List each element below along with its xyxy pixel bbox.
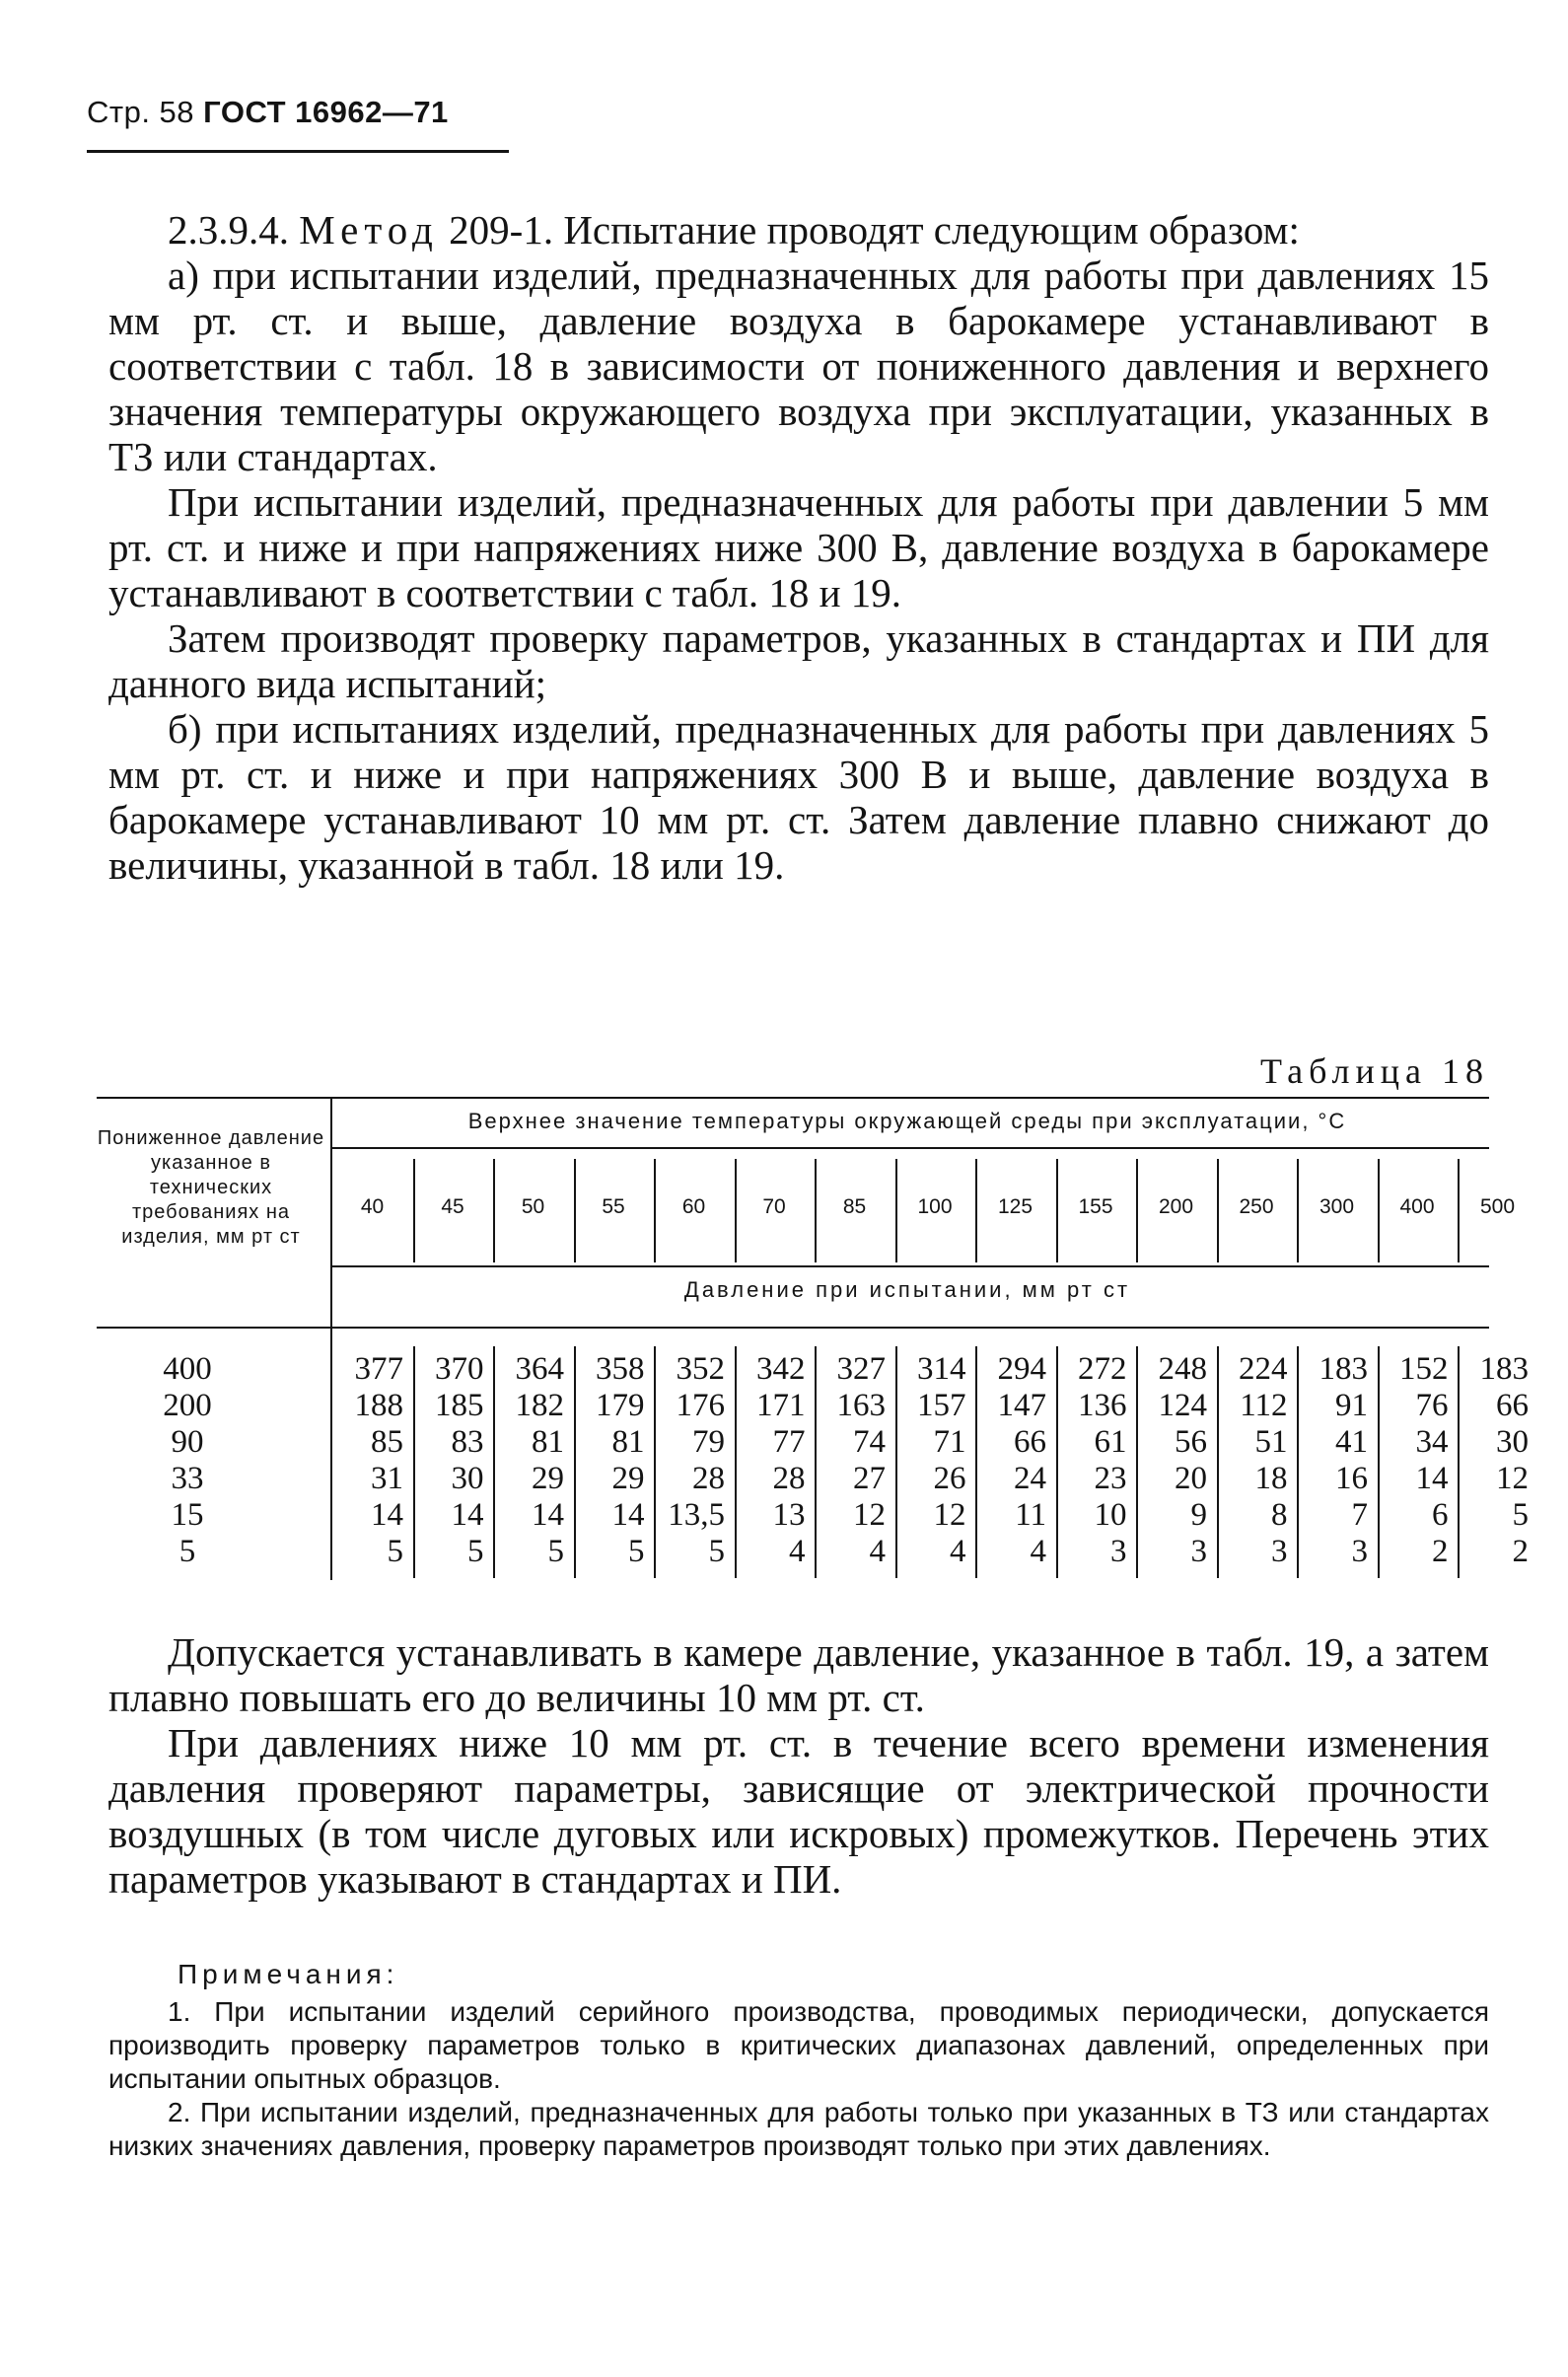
header-column-divider: [413, 1159, 415, 1262]
table-cell: 66: [1496, 1388, 1529, 1423]
page-number: Стр. 58: [87, 95, 195, 129]
pressure-cell: 400: [163, 1351, 212, 1387]
temperature-header: 500: [1479, 1195, 1516, 1218]
table-cell: 29: [532, 1461, 564, 1496]
table-cell: 3: [1351, 1534, 1368, 1569]
table-cell: 248: [1158, 1351, 1207, 1387]
pressure-cell: 15: [171, 1497, 204, 1533]
table-cell: 13,5: [668, 1497, 725, 1533]
temperature-header: 250: [1239, 1195, 1274, 1218]
table-cell: 76: [1415, 1388, 1449, 1423]
table-cell: 163: [836, 1388, 886, 1423]
table-cell: 183: [1319, 1351, 1368, 1387]
table-cell: 377: [354, 1351, 403, 1387]
header-column-divider: [493, 1159, 495, 1262]
table-cell: 5: [628, 1534, 645, 1569]
header-column-divider: [1378, 1159, 1380, 1262]
table-cell: 91: [1335, 1388, 1368, 1423]
table-cell: 30: [1496, 1424, 1529, 1460]
table-cell: 28: [772, 1461, 806, 1496]
notes: [108, 1958, 1489, 2163]
header-column-divider: [735, 1159, 737, 1262]
table-cell: 327: [836, 1351, 886, 1387]
header-column-divider: [1297, 1159, 1299, 1262]
table-cell: 152: [1399, 1351, 1449, 1387]
header-rule: [87, 150, 509, 153]
header-column-divider: [895, 1159, 897, 1262]
table-cell: 23: [1094, 1461, 1127, 1496]
paragraph-low-pressure: При испытании изделий, предназначенных для работы при давлении 5 мм рт. ст. и ниже и при напряжениях ниже 300 В, давление воздуха в барокамере устанавливают в соответствии с табл. 18 и 19.: [108, 479, 1489, 615]
table-cell: 147: [997, 1388, 1046, 1423]
table-cell: 4: [1030, 1534, 1046, 1569]
table-cell: 79: [692, 1424, 725, 1460]
table-cell: 5: [708, 1534, 725, 1569]
table-cell: 81: [611, 1424, 645, 1460]
paragraph-b: б) при испытаниях изделий, предназначенных для работы при давлениях 5 мм рт. ст. и ниже и при напряжениях 300 В и выше, давление воздуха в барокамере устанавливают 10 мм рт. ст. Затем давление плавно снижают до величины, указанной в табл. 18 или 19.: [108, 706, 1489, 888]
section-body: [108, 207, 1489, 888]
method-text: 209-1. Испытание проводят следующим образом:: [449, 207, 1300, 252]
temperature-header: 155: [1078, 1195, 1113, 1218]
table-cell: 18: [1254, 1461, 1288, 1496]
header-column-divider: [1136, 1159, 1138, 1262]
table-cell: 7: [1351, 1497, 1368, 1533]
table-cell: 12: [933, 1497, 966, 1533]
table-cell: 26: [933, 1461, 966, 1496]
temperature-header: 85: [842, 1195, 867, 1218]
table-cell: 358: [596, 1351, 645, 1387]
note-2: 2. При испытании изделий, предназначенных для работы только при указанных в ТЗ или стандартах низких значениях давления, проверку параметров производят только при этих давлениях.: [108, 2097, 1489, 2161]
table-cell: 9: [1190, 1497, 1207, 1533]
table-top-rule: [97, 1097, 1489, 1099]
table-cell: 342: [756, 1351, 806, 1387]
table-cell: 4: [950, 1534, 966, 1569]
table-cell: 364: [515, 1351, 564, 1387]
table-cell: 28: [692, 1461, 725, 1496]
stub-divider: [330, 1097, 332, 1580]
table-cell: 14: [371, 1497, 403, 1533]
column-header: Верхнее значение температуры окружающей среды при эксплуатации, °С: [467, 1109, 1347, 1133]
table-cell: 16: [1335, 1461, 1368, 1496]
temperature-header: 400: [1399, 1195, 1435, 1218]
table-cell: 2: [1432, 1534, 1449, 1569]
table-cell: 14: [532, 1497, 564, 1533]
table-cell: 74: [853, 1424, 886, 1460]
table-cell: 66: [1014, 1424, 1046, 1460]
table-cell: 4: [789, 1534, 806, 1569]
section-number: 2.3.9.4.: [168, 207, 289, 252]
temperature-header: 200: [1158, 1195, 1194, 1218]
temperature-header: 60: [681, 1195, 706, 1218]
table-cell: 83: [451, 1424, 484, 1460]
table-cell: 294: [997, 1351, 1046, 1387]
table-cell: 179: [596, 1388, 645, 1423]
table-cell: 77: [772, 1424, 806, 1460]
table-cell: 10: [1094, 1497, 1127, 1533]
note-1: 1. При испытании изделий серийного производства, проводимых периодически, допускается производить проверку параметров только в критических диапазонах давлений, определенных при испытании опытных образцов.: [108, 1996, 1489, 2094]
table-cell: 51: [1254, 1424, 1288, 1460]
temperature-header: 300: [1319, 1195, 1355, 1218]
table-cell: 71: [933, 1424, 966, 1460]
table-cell: 27: [853, 1461, 886, 1496]
standard-code: ГОСТ 16962—71: [203, 95, 449, 129]
table-cell: 2: [1512, 1534, 1529, 1569]
pressure-cell: 90: [171, 1424, 204, 1460]
table-cell: 14: [1415, 1461, 1449, 1496]
table-cell: 183: [1479, 1351, 1529, 1387]
header-column-divider: [574, 1159, 576, 1262]
table-cell: 136: [1078, 1388, 1127, 1423]
table-cell: 41: [1335, 1424, 1368, 1460]
table-cell: 5: [1512, 1497, 1529, 1533]
section-heading-paragraph: [108, 207, 1489, 252]
table-cell: 185: [435, 1388, 484, 1423]
table-cell: 12: [853, 1497, 886, 1533]
stub-header: Пониженное давление указанное в технических требованиях на изделия, мм рт ст: [97, 1127, 325, 1248]
table-cell: 12: [1496, 1461, 1529, 1496]
temperature-header: 100: [917, 1195, 953, 1218]
table-cell: 3: [1110, 1534, 1127, 1569]
table-cell: 30: [451, 1461, 484, 1496]
temperature-header: 50: [521, 1195, 545, 1218]
paragraph-allowed: Допускается устанавливать в камере давление, указанное в табл. 19, а затем плавно повышать его до величины 10 мм рт. ст.: [108, 1629, 1489, 1720]
table-cell: 272: [1078, 1351, 1127, 1387]
temp-values-rule: [330, 1265, 1489, 1267]
header-column-divider: [1056, 1159, 1058, 1262]
header-column-divider: [1458, 1159, 1460, 1262]
table-cell: 352: [676, 1351, 725, 1387]
paragraph-check: Затем производят проверку параметров, указанных в стандартах и ПИ для данного вида испытаний;: [108, 615, 1489, 706]
table-cell: 85: [371, 1424, 403, 1460]
header-column-divider: [1217, 1159, 1219, 1262]
table-cell: 56: [1175, 1424, 1207, 1460]
table-cell: 188: [354, 1388, 403, 1423]
temperature-header: 55: [602, 1195, 625, 1218]
table-cell: 14: [611, 1497, 645, 1533]
notes-title: Примечания:: [178, 1959, 399, 1989]
header-column-divider: [654, 1159, 656, 1262]
table-cell: 5: [547, 1534, 564, 1569]
table-cell: 171: [756, 1388, 806, 1423]
table-header-rule: [97, 1327, 1489, 1329]
temperature-header: 70: [762, 1195, 786, 1218]
table-cell: 11: [1015, 1497, 1046, 1533]
pressure-cell: 200: [163, 1388, 212, 1423]
header-column-divider: [975, 1159, 977, 1262]
pressure-cell: 33: [171, 1461, 204, 1496]
method-word: Метод: [299, 207, 439, 252]
temperature-header: 125: [997, 1195, 1033, 1218]
table-cell: 13: [772, 1497, 806, 1533]
table-cell: 3: [1190, 1534, 1207, 1569]
paragraph-a: а) при испытании изделий, предназначенных для работы при давлениях 15 мм рт. ст. и выше, давление воздуха в барокамере устанавливают в соответствии с табл. 18 в зависимости от пониженного давления и верхнего значения температуры окружающего воздуха при эксплуатации, указанных в ТЗ или стандартах.: [108, 252, 1489, 479]
table-cell: 224: [1239, 1351, 1288, 1387]
page-header: [87, 95, 449, 130]
table-cell: 124: [1158, 1388, 1207, 1423]
table-cell: 61: [1094, 1424, 1127, 1460]
table-cell: 5: [387, 1534, 403, 1569]
after-table-text: [108, 1629, 1489, 1902]
table-cell: 314: [917, 1351, 966, 1387]
table-cell: 157: [917, 1388, 966, 1423]
paragraph-below-10: При давлениях ниже 10 мм рт. ст. в течение всего времени изменения давления проверяют параметры, зависящие от электрической прочности воздушных (в том числе дуговых или искровых) промежутков. Перечень этих параметров указывают в стандартах и ПИ.: [108, 1720, 1489, 1902]
table-title: Таблица 18: [1260, 1051, 1489, 1091]
table-cell: 112: [1240, 1388, 1288, 1423]
header-column-divider: [815, 1159, 817, 1262]
table-cell: 5: [467, 1534, 484, 1569]
sub-header: Давление при испытании, мм рт ст: [683, 1277, 1131, 1302]
table-cell: 81: [532, 1424, 564, 1460]
table-cell: 3: [1271, 1534, 1288, 1569]
table-cell: 29: [611, 1461, 645, 1496]
table-cell: 182: [515, 1388, 564, 1423]
table-cell: 14: [451, 1497, 484, 1533]
temp-header-rule: [330, 1147, 1489, 1149]
table-cell: 4: [869, 1534, 886, 1569]
table-cell: 34: [1415, 1424, 1449, 1460]
temperature-header: 45: [441, 1195, 464, 1218]
table-cell: 24: [1014, 1461, 1046, 1496]
table-cell: 370: [435, 1351, 484, 1387]
table-cell: 176: [676, 1388, 725, 1423]
table-cell: 8: [1271, 1497, 1288, 1533]
table-cell: 6: [1432, 1497, 1449, 1533]
table-cell: 31: [371, 1461, 403, 1496]
temperature-header: 40: [360, 1195, 385, 1218]
pressure-cell: 5: [178, 1534, 196, 1569]
table-cell: 20: [1175, 1461, 1207, 1496]
